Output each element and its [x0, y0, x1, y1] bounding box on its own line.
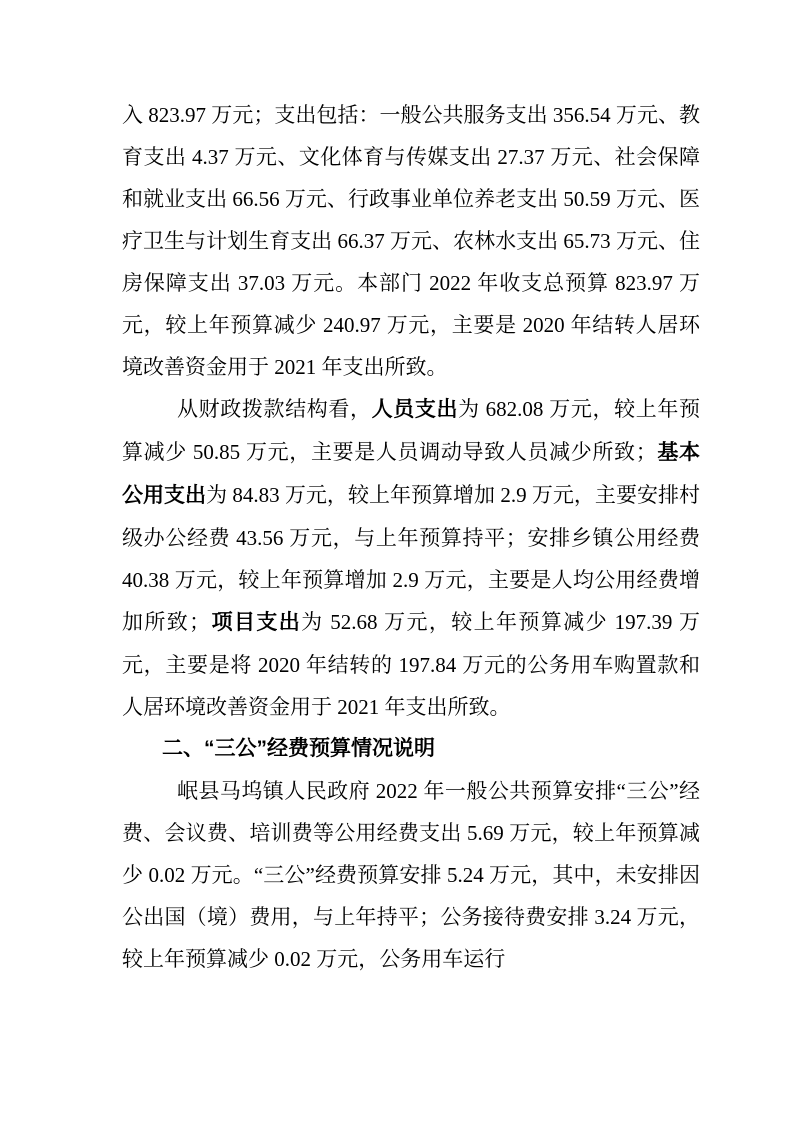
section-heading — [122, 728, 700, 770]
bold-text-run: 项目支出 — [210, 611, 302, 634]
body-paragraph — [122, 388, 700, 728]
text-run: 入 823.97 万元；支出包括：一般公共服务支出 356.54 万元、教育支出 4.37 万元、文化体育与传媒支出 27.37 万元、社会保障和就业支出 66.56 万元、行政事业单位养老支出 50.59 万元、医疗卫生与计划生育支出 66.37 万元、农林水支出 65.73 万元、住房保障支出 37.03 万元。本部门 2022 年收支总预算 823.97 万元，较上年预算减少 240.97 万元，主要是 2020 年结转人居环境改善资金用于 2021 年支出所致。 — [122, 103, 700, 379]
text-run: 岷县马坞镇人民政府 2022 年一般公共预算安排“三公”经费、会议费、培训费等公用经费支出 5.69 万元，较上年预算减少 0.02 万元。“三公”经费预算安排 5.24 万元，其中，未安排因公出国（境）费用，与上年持平；公务接待费安排 3.24 万元，较上年预算减少 0.02 万元，公务用车运行 — [122, 779, 700, 971]
text-run: 为 682.08 万元，较上年预算减少 50.85 万元，主要是人员调动导致人员减少所致； — [122, 397, 700, 464]
body-paragraph — [122, 770, 700, 980]
body-paragraph — [122, 94, 700, 388]
bold-text-run: 人员支出 — [371, 398, 459, 421]
text-run: 为 52.68 万元，较上年预算减少 197.39 万元，主要是将 2020 年结转的 197.84 万元的公务用车购置款和人居环境改善资金用于 2021 年支出所致。 — [122, 610, 701, 719]
text-run: 为 84.83 万元，较上年预算增加 2.9 万元，主要安排村级办公经费 43.56 万元，与上年预算持平；安排乡镇公用经费 40.38 万元，较上年预算增加 2.9 万元，主要是人均公用经费增加所致； — [122, 483, 700, 634]
document-body — [122, 94, 700, 980]
bold-text-run: 基本公用支出 — [122, 441, 701, 507]
bold-text-run: 二、“三公”经费预算情况说明 — [162, 737, 435, 760]
text-run: 从财政拨款结构看， — [177, 397, 372, 421]
